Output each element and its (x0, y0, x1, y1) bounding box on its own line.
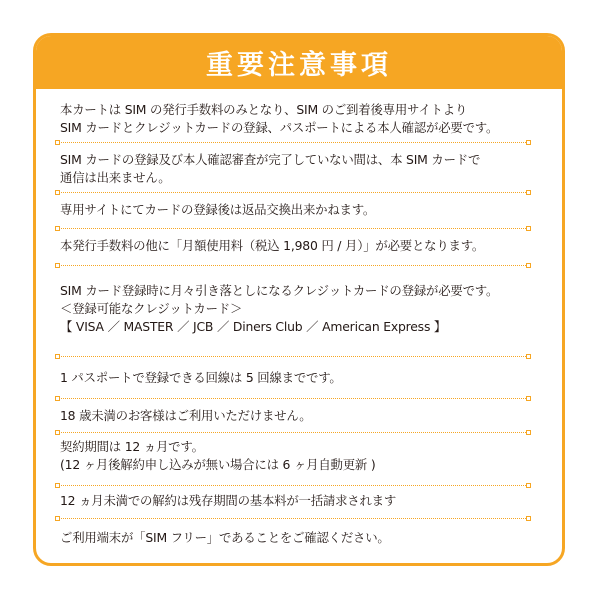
dotted-divider (58, 192, 528, 193)
dotted-divider (58, 356, 528, 357)
notice-item-6 (60, 369, 546, 387)
notice-item-2 (60, 151, 546, 187)
notice-item-8 (60, 438, 546, 474)
notice-item-7 (60, 407, 546, 425)
notice-text: 契約期間は 12 ヵ月です。 (60, 439, 204, 454)
notice-text: SIM カード登録時に月々引き落としになるクレジットカードの登録が必要です。 (60, 283, 499, 298)
notice-item-3 (60, 201, 546, 219)
notice-text: 18 歳未満のお客様はご利用いただけません。 (60, 408, 312, 423)
dotted-divider (58, 432, 528, 433)
notice-item-1 (60, 101, 546, 137)
notice-text: 本カートは SIM の発行手数料のみとなり、SIM のご到着後専用サイトより (60, 102, 468, 117)
notice-text: 通信は出来ません。 (60, 170, 171, 185)
notice-item-5 (60, 282, 546, 336)
header-bar (36, 36, 562, 89)
notice-text: (12 ヶ月後解約申し込みが無い場合には 6 ヶ月自動更新 ) (60, 457, 376, 472)
notice-text: SIM カードの登録及び本人確認審査が完了していない間は、本 SIM カードで (60, 152, 481, 167)
dotted-divider (58, 142, 528, 143)
notice-item-9 (60, 492, 546, 510)
notice-item-4 (60, 237, 546, 255)
notice-panel (33, 33, 565, 566)
notice-text: SIM カードとクレジットカードの登録、パスポートによる本人確認が必要です。 (60, 120, 499, 135)
dotted-divider (58, 265, 528, 266)
dotted-divider (58, 398, 528, 399)
notice-text: 【 VISA ／ MASTER ／ JCB ／ Diners Club ／ American Express 】 (60, 319, 447, 334)
notice-item-10 (60, 529, 546, 547)
notice-text: ご利用端末が「SIM フリー」であることをご確認ください。 (60, 530, 390, 545)
dotted-divider (58, 485, 528, 486)
page-title: 重要注意事項 (206, 50, 392, 81)
notice-text: 1 パスポートで登録できる回線は 5 回線までです。 (60, 370, 342, 385)
notice-text: 本発行手数料の他に「月額使用料（税込 1,980 円 / 月）」が必要となります。 (60, 238, 485, 253)
dotted-divider (58, 228, 528, 229)
dotted-divider (58, 518, 528, 519)
notice-text: 専用サイトにてカードの登録後は返品交換出来かねます。 (60, 202, 376, 217)
notice-text: 12 ヵ月未満での解約は残存期間の基本料が一括請求されます (60, 493, 397, 508)
notice-text: ＜登録可能なクレジットカード＞ (60, 301, 243, 316)
